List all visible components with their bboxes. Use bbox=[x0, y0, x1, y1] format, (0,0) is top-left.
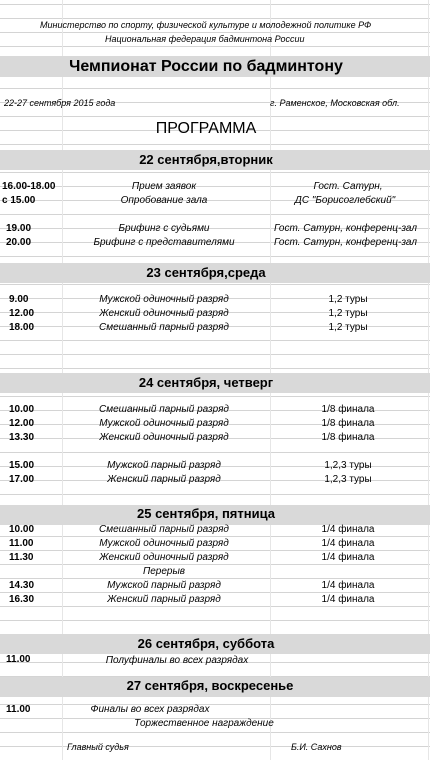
row-time: 17.00 bbox=[9, 474, 35, 485]
day-title-27: 27 сентября, воскресенье bbox=[126, 678, 294, 693]
row-note: 1/4 финала bbox=[321, 552, 375, 563]
day-title-22: 22 сентября,вторник bbox=[139, 152, 273, 167]
row-time: с 15.00 bbox=[2, 195, 36, 206]
row-time: 16.00-18.00 bbox=[2, 181, 56, 192]
row-note: 1/8 финала bbox=[321, 432, 375, 443]
row-note: 1/4 финала bbox=[321, 580, 375, 591]
page-title: Чемпионат России по бадминтону bbox=[69, 58, 343, 75]
row-event: Мужской парный разряд bbox=[107, 460, 221, 471]
day-title-24: 24 сентября, четверг bbox=[138, 375, 274, 390]
row-time: 16.30 bbox=[9, 594, 35, 605]
row-note: Гост. Сатурн, конференц-зал bbox=[274, 237, 417, 248]
row-event: Женский парный разряд bbox=[107, 594, 221, 605]
row-note: Гост. Сатурн, конференц-зал bbox=[274, 223, 417, 234]
row-event: Полуфиналы во всех разрядах bbox=[105, 655, 249, 666]
row-event: Прием заявок bbox=[131, 181, 197, 192]
row-event: Женский одиночный разряд bbox=[99, 432, 229, 443]
row-time: 11.00 bbox=[6, 654, 31, 665]
row-event: Мужской одиночный разряд bbox=[99, 294, 229, 305]
row-event: Смешанный парный разряд bbox=[99, 404, 229, 415]
row-event: Смешанный парный разряд bbox=[99, 322, 229, 333]
row-note: 1,2 туры bbox=[328, 308, 368, 319]
row-note: 1/4 финала bbox=[321, 524, 375, 535]
row-time: 15.00 bbox=[9, 460, 35, 471]
event-dates: 22-27 сентября 2015 года bbox=[4, 98, 116, 108]
row-note: 1/4 финала bbox=[321, 538, 375, 549]
row-event: Женский парный разряд bbox=[107, 474, 221, 485]
row-note: 1/4 финала bbox=[321, 594, 375, 605]
federation-text: Национальная федерация бадминтона России bbox=[105, 34, 305, 44]
row-note: 1/8 финала bbox=[321, 404, 375, 415]
day-title-23: 23 сентября,среда bbox=[146, 265, 266, 280]
row-time: 9.00 bbox=[9, 294, 29, 305]
row-event: Опробование зала bbox=[120, 195, 208, 206]
row-note: ДС "Борисоглебский" bbox=[294, 195, 396, 206]
row-time: 18.00 bbox=[9, 322, 35, 333]
chief-referee-label: Главный судья bbox=[67, 742, 129, 752]
row-time: 11.00 bbox=[9, 538, 34, 549]
row-time: 11.00 bbox=[6, 704, 31, 715]
row-note: 1/8 финала bbox=[321, 418, 375, 429]
day-title-25: 25 сентября, пятница bbox=[137, 506, 275, 521]
row-time: 20.00 bbox=[6, 237, 32, 248]
row-event: Финалы во всех разрядах bbox=[90, 704, 210, 715]
row-event: Мужской одиночный разряд bbox=[99, 538, 229, 549]
row-note: 1,2,3 туры bbox=[324, 474, 372, 485]
row-time: 12.00 bbox=[9, 308, 35, 319]
row-time: 19.00 bbox=[6, 223, 32, 234]
row-time: 14.30 bbox=[9, 580, 35, 591]
day-title-26: 26 сентября, суббота bbox=[137, 636, 275, 651]
row-note: Гост. Сатурн, bbox=[313, 181, 383, 192]
row-event: Мужской одиночный разряд bbox=[99, 418, 229, 429]
row-event: Женский одиночный разряд bbox=[99, 308, 229, 319]
row-note: 1,2,3 туры bbox=[324, 460, 372, 471]
program-heading: ПРОГРАММА bbox=[155, 120, 257, 137]
row-event: Смешанный парный разряд bbox=[99, 524, 229, 535]
row-note: 1,2 туры bbox=[328, 294, 368, 305]
row-event: Женский одиночный разряд bbox=[99, 552, 229, 563]
event-location: г. Раменское, Московская обл. bbox=[270, 98, 400, 108]
row-note: 1,2 туры bbox=[328, 322, 368, 333]
ceremony-label: Торжественное награждение bbox=[134, 718, 274, 729]
row-time: 12.00 bbox=[9, 418, 35, 429]
row-time: 10.00 bbox=[9, 404, 35, 415]
row-event: Брифинг с представителями bbox=[93, 237, 235, 248]
row-event: Брифинг с судьями bbox=[118, 223, 210, 234]
row-event: Мужской парный разряд bbox=[107, 580, 221, 591]
break-label: Перерыв bbox=[142, 566, 186, 577]
row-time: 13.30 bbox=[9, 432, 35, 443]
ministry-text: Министерство по спорту, физической культуре и молодежной политике РФ bbox=[40, 20, 372, 30]
row-time: 11.30 bbox=[9, 552, 34, 563]
chief-referee-name: Б.И. Сахнов bbox=[291, 742, 342, 752]
row-time: 10.00 bbox=[9, 524, 35, 535]
